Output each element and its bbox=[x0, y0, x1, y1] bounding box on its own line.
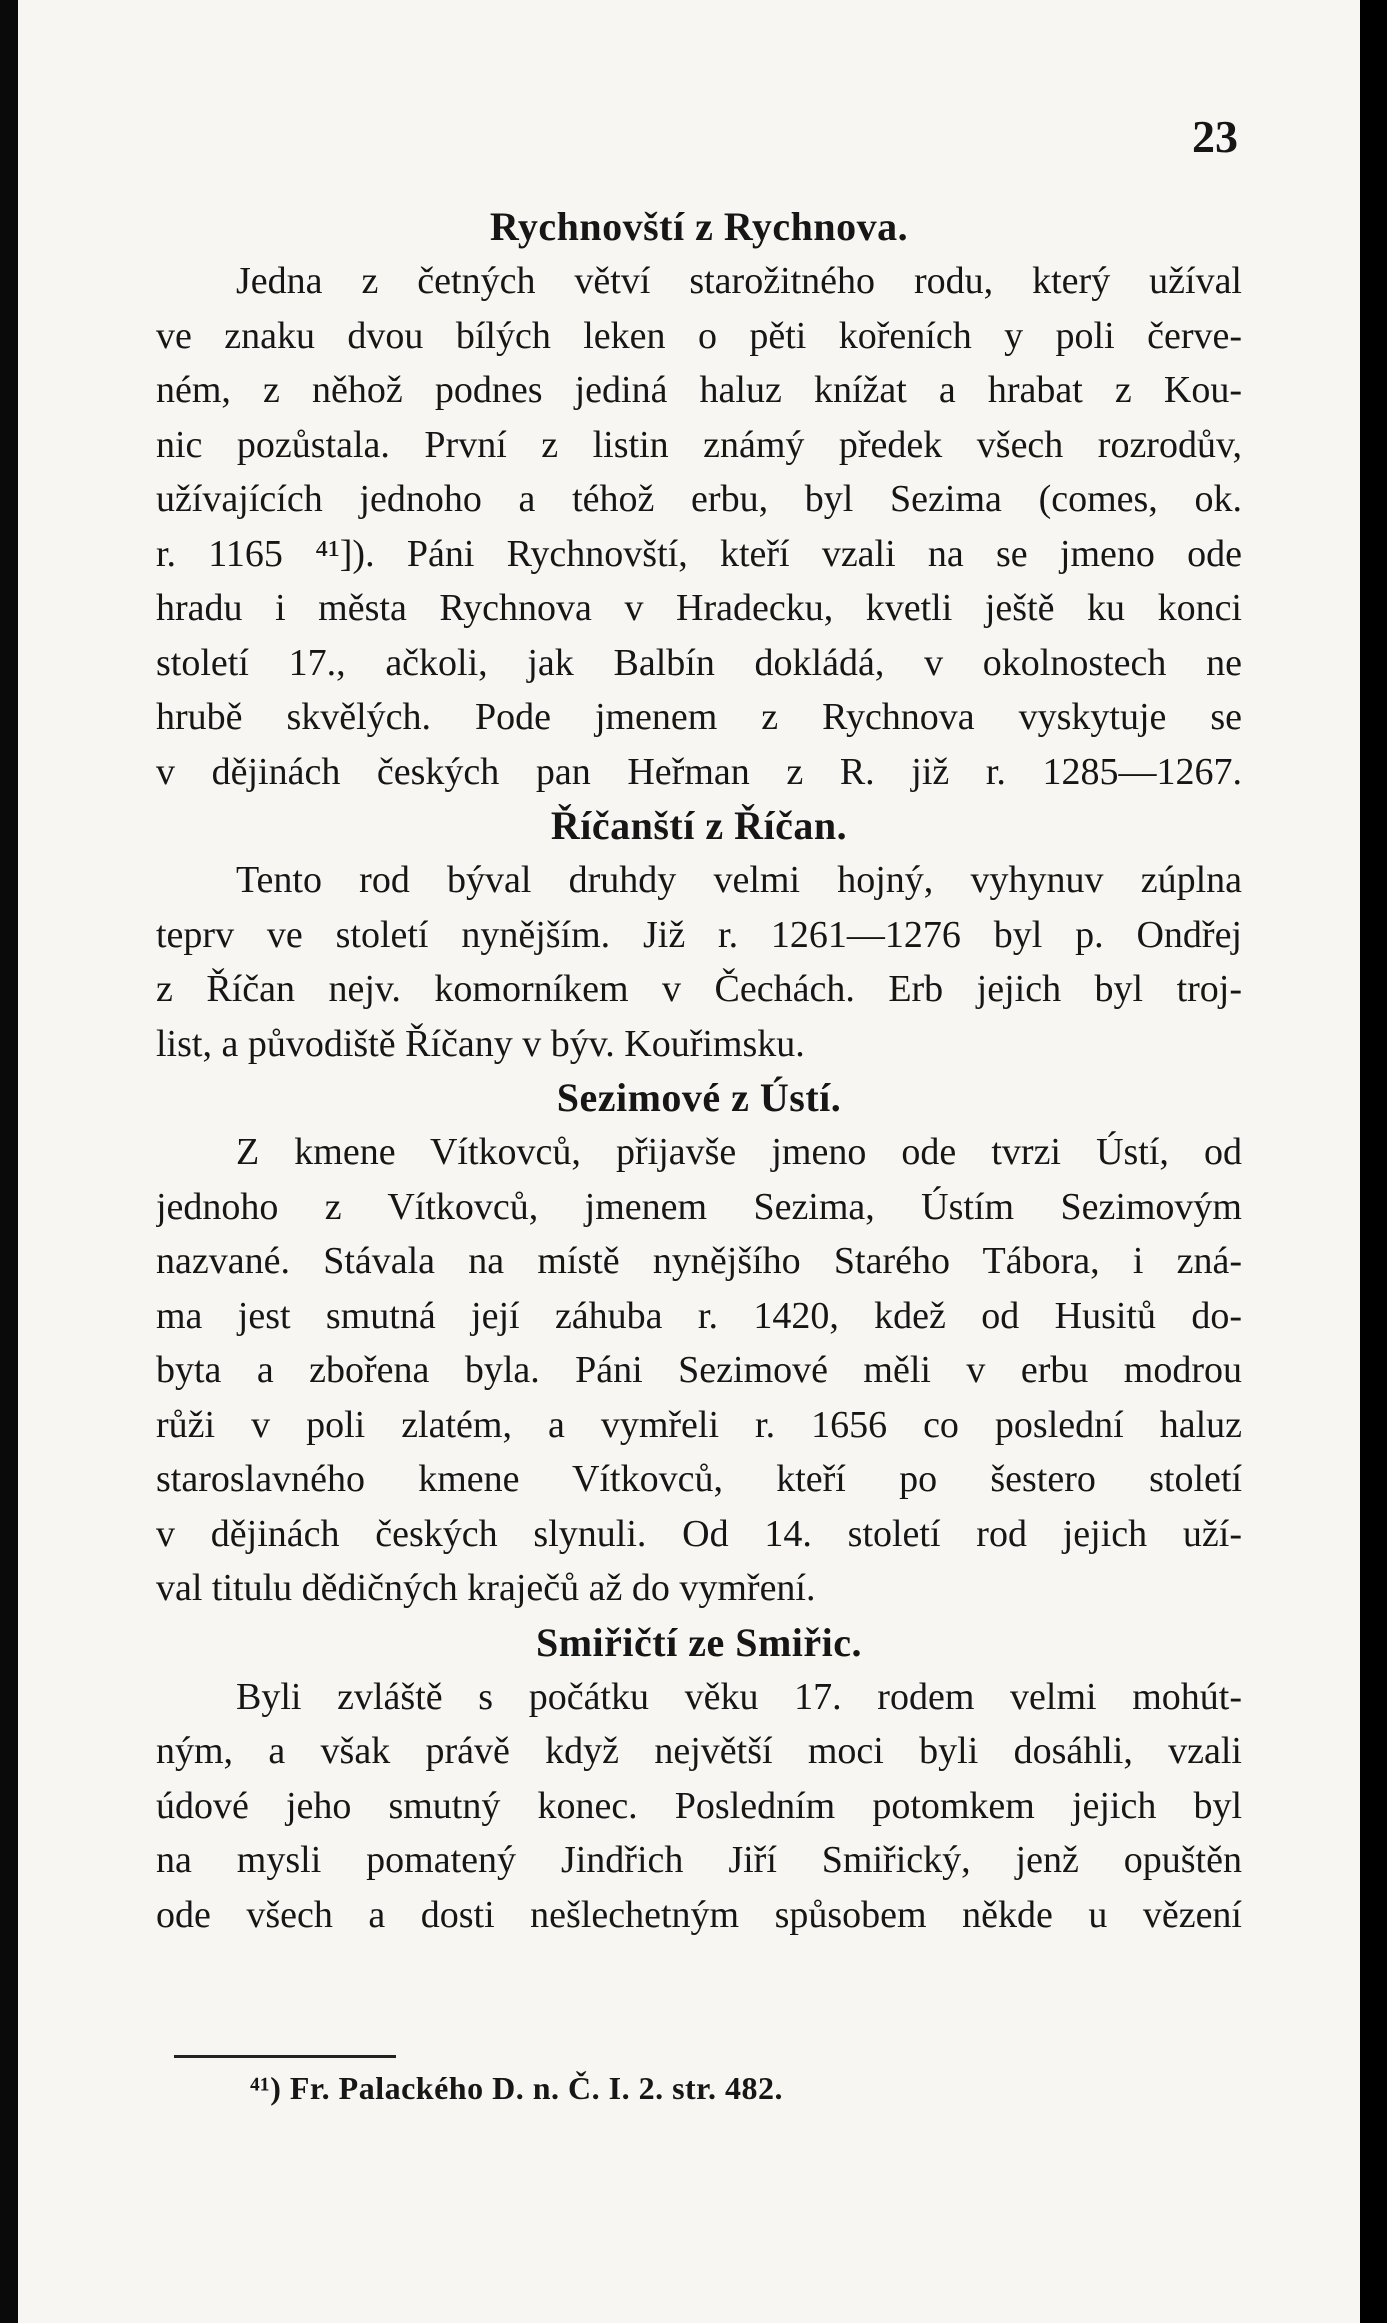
scan-edge-right bbox=[1360, 0, 1387, 2323]
text-line: v dějinách českých slynuli. Od 14. století rod jejich uží- bbox=[156, 1512, 1242, 1555]
footnote-rule bbox=[174, 2055, 396, 2058]
footnote: ⁴¹) Fr. Palackého D. n. Č. I. 2. str. 482. bbox=[250, 2070, 783, 2106]
scan-edge-left bbox=[0, 0, 18, 2323]
text-line: nic pozůstala. První z listin známý předek všech rozrodův, bbox=[156, 423, 1242, 466]
section-heading-ricansti: Říčanští z Říčan. bbox=[550, 803, 848, 848]
text-line: z Říčan nejv. komorníkem v Čechách. Erb jejich byl troj- bbox=[156, 968, 1242, 1010]
text-line: list, a původiště Říčany v býv. Kouřimsku. bbox=[156, 1022, 805, 1065]
text-line: nazvané. Stávala na místě nynějšího Starého Tábora, i zná- bbox=[156, 1240, 1242, 1282]
text-line: na mysli pomatený Jindřich Jiří Smiřický, jenž opuštěn bbox=[156, 1839, 1242, 1881]
text-line: Tento rod býval druhdy velmi hojný, vyhynuv zúplna bbox=[236, 859, 1242, 901]
text-line: ma jest smutná její záhuba r. 1420, kdež od Husitů do- bbox=[156, 1294, 1242, 1337]
text-line: r. 1165 ⁴¹]). Páni Rychnovští, kteří vzali na se jmeno ode bbox=[156, 532, 1242, 575]
text-line: jednoho z Vítkovců, jmenem Sezima, Ústím Sezimovým bbox=[156, 1185, 1242, 1228]
text-line: století 17., ačkoli, jak Balbín dokládá, v okolnostech ne bbox=[156, 641, 1242, 684]
book-page bbox=[18, 0, 1360, 2323]
section-heading-smiricti: Smiřičtí ze Smiřic. bbox=[535, 1619, 863, 1665]
text-line: teprv ve století nynějším. Již r. 1261—1276 byl p. Ondřej bbox=[156, 913, 1242, 956]
text-line: Jedna z četných větví starožitného rodu, který užíval bbox=[236, 260, 1242, 302]
section-heading-sezimove: Sezimové z Ústí. bbox=[556, 1075, 842, 1120]
text-line: ným, a však právě když největší moci byli dosáhli, vzali bbox=[156, 1730, 1242, 1772]
page-text bbox=[156, 200, 1242, 1942]
text-line: ode všech a dosti nešlechetným spůsobem někde u vězení bbox=[156, 1893, 1242, 1936]
text-line: hradu i města Rychnova v Hradecku, kvetli ještě ku konci bbox=[156, 587, 1242, 629]
text-line: ve znaku dvou bílých leken o pěti kořeních y poli červe- bbox=[156, 314, 1242, 357]
text-line: Byli zvláště s počátku věku 17. rodem velmi mohút- bbox=[236, 1675, 1242, 1718]
text-line: růži v poli zlatém, a vymřeli r. 1656 co poslední haluz bbox=[156, 1403, 1242, 1446]
text-line: staroslavného kmene Vítkovců, kteří po šestero století bbox=[156, 1458, 1242, 1500]
text-line: val titulu dědičných kraječů až do vymření. bbox=[156, 1567, 816, 1609]
text-line: v dějinách českých pan Heřman z R. již r. 1285—1267. bbox=[156, 750, 1242, 793]
text-line: ném, z něhož podnes jediná haluz knížat a hrabat z Kou- bbox=[156, 369, 1242, 411]
page-number: 23 bbox=[1192, 111, 1238, 162]
text-line: Z kmene Vítkovců, přijavše jmeno ode tvrzi Ústí, od bbox=[236, 1131, 1242, 1173]
section-heading-rychnovsti: Rychnovští z Rychnova. bbox=[489, 204, 909, 249]
text-line: údové jeho smutný konec. Posledním potomkem jejich byl bbox=[156, 1784, 1242, 1827]
text-line: užívajících jednoho a téhož erbu, byl Sezima (comes, ok. bbox=[156, 478, 1242, 520]
text-line: hrubě skvělých. Pode jmenem z Rychnova vyskytuje se bbox=[156, 696, 1242, 738]
text-line: byta a zbořena byla. Páni Sezimové měli v erbu modrou bbox=[156, 1349, 1242, 1391]
